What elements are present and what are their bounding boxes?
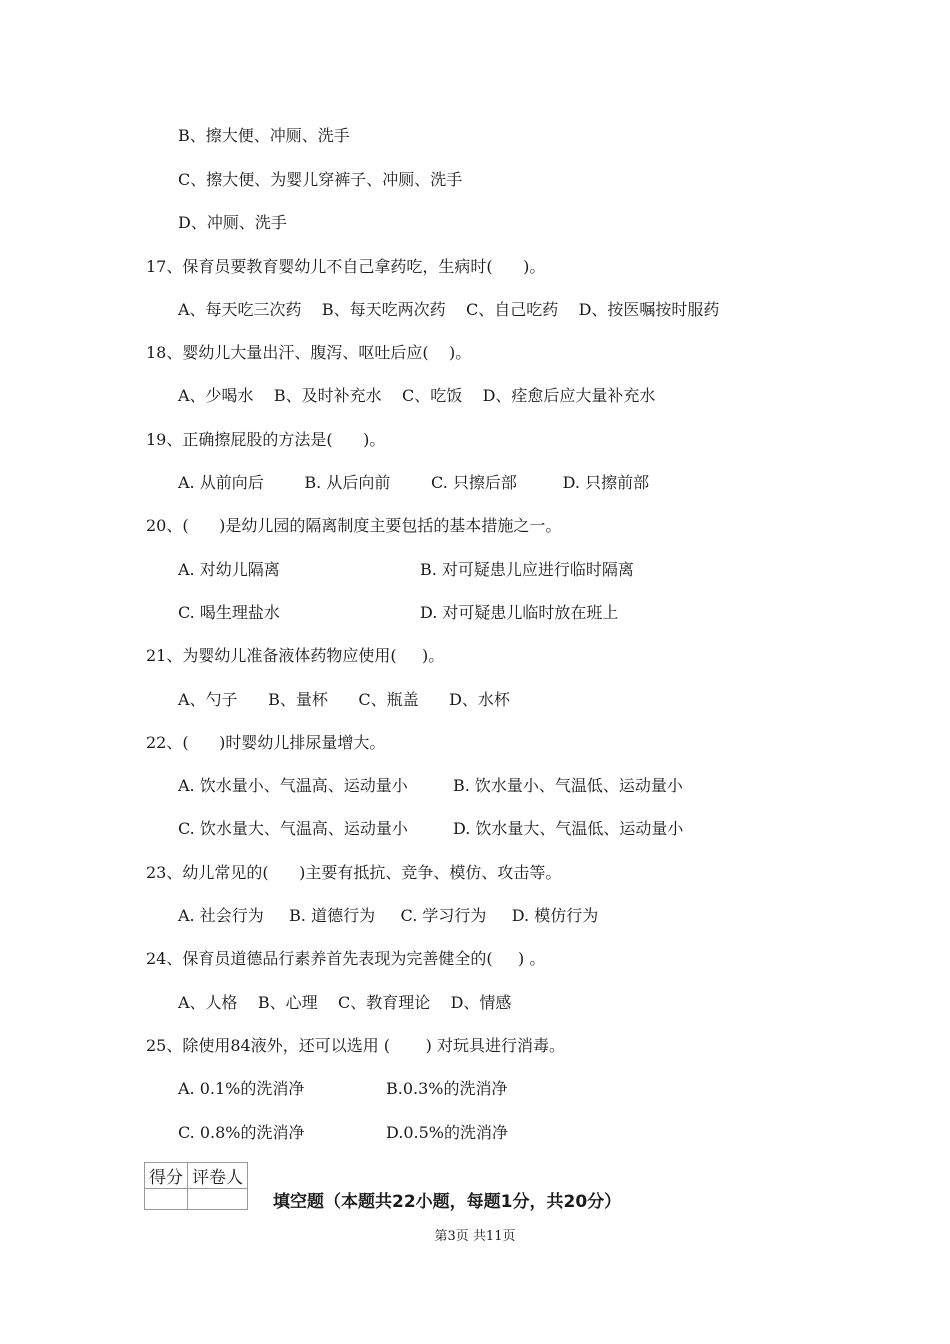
score-table — [144, 1162, 248, 1210]
q20-option-a: A. 对幼儿隔离 — [178, 560, 280, 579]
q20-question: 20、( )是幼儿园的隔离制度主要包括的基本措施之一。 — [146, 516, 562, 535]
q18-question: 18、婴幼儿大量出汗、腹泻、呕吐后应( )。 — [146, 343, 472, 362]
q19-options: A. 从前向后 B. 从后向前 C. 只擦后部 D. 只擦前部 — [178, 473, 650, 492]
section-title: 填空题（本题共22小题，每题1分，共20分） — [273, 1192, 622, 1212]
q25-option-c: C. 0.8%的洗消净 — [178, 1123, 305, 1142]
q22-option-d: D. 饮水量大、气温低、运动量小 — [453, 819, 684, 838]
q22-option-b: B. 饮水量小、气温低、运动量小 — [453, 776, 683, 795]
q25-option-a: A. 0.1%的洗消净 — [178, 1079, 305, 1098]
q16-option-b: B、擦大便、冲厕、洗手 — [178, 126, 350, 145]
score-label: 得分 — [145, 1163, 188, 1189]
q18-options: A、少喝水 B、及时补充水 C、吃饭 D、痊愈后应大量补充水 — [178, 386, 656, 405]
q25-option-b: B.0.3%的洗消净 — [386, 1079, 508, 1098]
q20-option-d: D. 对可疑患儿临时放在班上 — [420, 603, 619, 622]
q25-option-d: D.0.5%的洗消净 — [386, 1123, 508, 1142]
q17-options: A、每天吃三次药 B、每天吃两次药 C、自己吃药 D、按医嘱按时服药 — [178, 300, 720, 319]
q17-question: 17、保育员要教育婴幼儿不自己拿药吃，生病时( )。 — [146, 257, 546, 276]
q23-question: 23、幼儿常见的( )主要有抵抗、竞争、模仿、攻击等。 — [146, 863, 562, 882]
q21-question: 21、为婴幼儿准备液体药物应使用( )。 — [146, 646, 445, 665]
q16-option-d: D、冲厕、洗手 — [178, 213, 287, 232]
q19-question: 19、正确擦屁股的方法是( )。 — [146, 430, 386, 449]
q20-option-b: B. 对可疑患儿应进行临时隔离 — [420, 560, 634, 579]
q20-option-c: C. 喝生理盐水 — [178, 603, 280, 622]
page-footer: 第3页 共11页 — [434, 1229, 516, 1244]
q24-question: 24、保育员道德品行素养首先表现为完善健全的( ) 。 — [146, 949, 546, 968]
q22-option-a: A. 饮水量小、气温高、运动量小 — [178, 776, 408, 795]
q24-options: A、人格 B、心理 C、教育理论 D、情感 — [178, 993, 512, 1012]
reviewer-cell — [188, 1189, 248, 1210]
q23-options: A. 社会行为 B. 道德行为 C. 学习行为 D. 模仿行为 — [178, 906, 599, 925]
score-cell — [145, 1189, 188, 1210]
reviewer-label: 评卷人 — [188, 1163, 248, 1189]
q25-question: 25、除使用84液外，还可以选用 ( ) 对玩具进行消毒。 — [146, 1036, 565, 1055]
q21-options: A、勺子 B、量杯 C、瓶盖 D、水杯 — [178, 690, 510, 709]
q22-option-c: C. 饮水量大、气温高、运动量小 — [178, 819, 408, 838]
q22-question: 22、( )时婴幼儿排尿量增大。 — [146, 733, 386, 752]
q16-option-c: C、擦大便、为婴儿穿裤子、冲厕、洗手 — [178, 170, 463, 189]
